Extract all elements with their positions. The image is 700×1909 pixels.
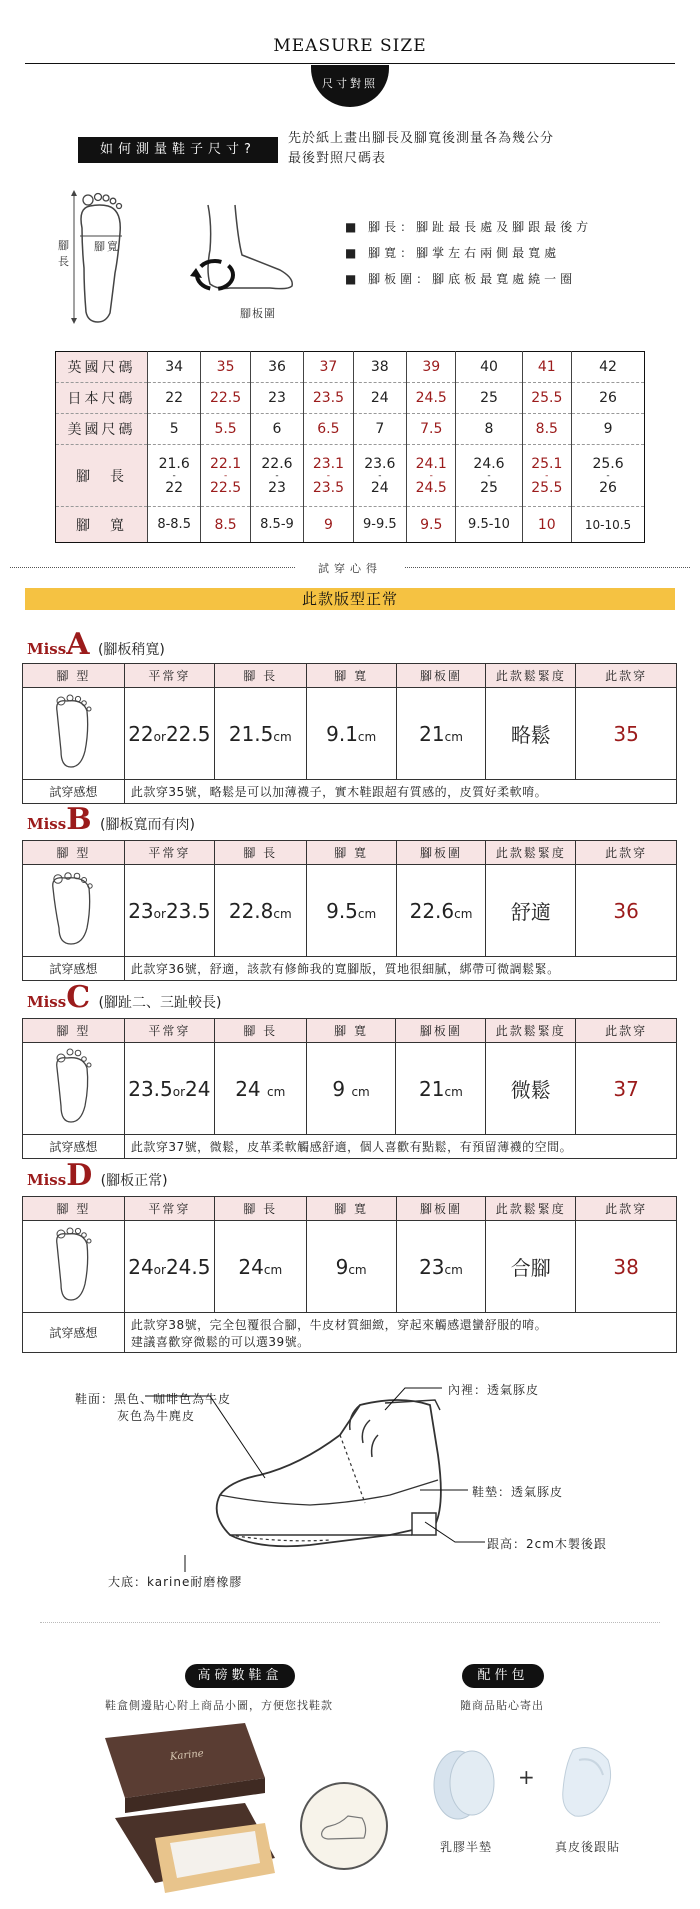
cell-bottom: 26 (599, 479, 617, 496)
kit-pill: 配件包 (462, 1664, 544, 1688)
cell-top: 22.6 (261, 455, 293, 472)
col-foot-type: 腳 型 (23, 1197, 125, 1221)
col-girth: 腳板圍 (396, 664, 486, 688)
upper-line1: 鞋面：黑色、咖啡色為牛皮 (75, 1392, 232, 1406)
unit: cm (351, 1084, 370, 1099)
cell: 22.6 - 23 (250, 445, 303, 507)
miss-data-row (23, 1221, 677, 1313)
cell: 9.5 (406, 507, 456, 543)
cell-bottom: 22 (165, 479, 184, 496)
comment-text-2: 建議喜歡穿微鬆的可以選39號。 (130, 1334, 310, 1349)
cell: 24 (353, 383, 406, 414)
cell-bottom: 23 (268, 479, 286, 496)
unit: cm (263, 1262, 283, 1277)
size-row-us (56, 414, 645, 445)
foot-sketch-icon (23, 1043, 125, 1135)
cell-top: 22.1 (209, 455, 242, 472)
col-size: 此款穿 (576, 841, 677, 865)
cell: 35 (201, 352, 251, 383)
cell: 10 (522, 507, 572, 543)
miss-comment-row (23, 1135, 677, 1159)
cell: 5 (148, 414, 201, 445)
comment-text: 此款穿36號，舒適，該款有修飾我的寬腳版，質地很細膩，綁帶可微調鬆緊。 (124, 957, 676, 981)
miss-comment-row (23, 780, 677, 804)
shoe-illustration (200, 1385, 460, 1565)
howto-line1: 先於紙上畫出腳長及腳寬後測量各為幾公分 (288, 131, 555, 146)
cell-top: 25.1 (531, 455, 563, 472)
upper-material-label (75, 1390, 231, 1424)
col-fit: 此款鬆緊度 (486, 664, 576, 688)
shoe-mini-icon (318, 1810, 370, 1842)
cell: 6.5 (304, 414, 354, 445)
cell: 9 (304, 507, 354, 543)
cell: 8.5 (522, 414, 572, 445)
box-desc: 鞋盒側邊貼心附上商品小圖，方便您找鞋款 (105, 1699, 333, 1712)
col-width: 腳 寬 (306, 664, 396, 688)
col-length: 腳 長 (214, 664, 306, 688)
unit: cm (348, 1262, 367, 1277)
cell: 39 (406, 352, 456, 383)
comment-text: 此款穿38號，完全包覆很合腳，牛皮材質細緻，穿起來觸感還蠻舒服的唷。 (130, 1317, 548, 1332)
unit: cm (454, 906, 473, 921)
cell: 23 (250, 383, 303, 414)
upper-line2: 灰色為牛麂皮 (117, 1409, 196, 1423)
comment-label: 試穿感想 (23, 780, 125, 804)
kit-desc: 隨商品貼心寄出 (460, 1699, 544, 1712)
cell: 37 (304, 352, 354, 383)
miss-d-table (22, 1196, 677, 1353)
miss-header-row (23, 1197, 677, 1221)
foot-outline-icon (60, 188, 150, 328)
heel-pad-label: 真皮後跟貼 (555, 1840, 621, 1854)
row-label: 腳 寬 (56, 507, 148, 543)
foot-sketch-icon (23, 865, 125, 957)
usual-a: 23 (128, 898, 154, 923)
plus-sign: + (518, 1765, 535, 1789)
size-value: 35 (576, 688, 677, 780)
miss-prefix: Miss (27, 1171, 67, 1189)
miss-b-table (22, 840, 677, 981)
size-row-jp (56, 383, 645, 414)
width-value: 9.5 (326, 898, 358, 923)
miss-data-row (23, 688, 677, 780)
girth-value: 21 (419, 721, 445, 746)
col-length: 腳 長 (214, 1019, 306, 1043)
cell: 24.6 - 25 (456, 445, 522, 507)
or-label: or (153, 729, 166, 744)
cell: 41 (522, 352, 572, 383)
fit-value: 合腳 (486, 1221, 576, 1313)
unit: cm (444, 1084, 463, 1099)
cell: 8 (456, 414, 522, 445)
fit-value: 略鬆 (486, 688, 576, 780)
cell: 25.6 - 26 (572, 445, 645, 507)
col-width: 腳 寬 (306, 1019, 396, 1043)
col-usual: 平常穿 (124, 664, 214, 688)
unit: cm (273, 906, 292, 921)
cell: 21.6 - 22 (148, 445, 201, 507)
size-chart-table (55, 351, 645, 543)
or-label: or (172, 1084, 186, 1099)
usual-a: 23.5 (128, 1076, 173, 1101)
fit-value: 舒適 (486, 865, 576, 957)
cell: 40 (456, 352, 522, 383)
col-fit: 此款鬆緊度 (486, 1019, 576, 1043)
comment-label: 試穿感想 (23, 1313, 125, 1353)
comment-text: 此款穿35號，略鬆是可以加薄襪子，實木鞋跟超有質感的，皮質好柔軟唷。 (124, 780, 676, 804)
cell-top: 23.6 (364, 455, 396, 472)
cell-top: 23.1 (312, 455, 344, 472)
miss-desc: (腳板正常) (100, 1173, 168, 1189)
header-divider (25, 63, 675, 64)
col-size: 此款穿 (576, 1019, 677, 1043)
girth-value: 22.6 (409, 898, 455, 923)
cell: 8.5-9 (250, 507, 303, 543)
foot-girth-label: 腳板圍 (240, 307, 276, 320)
foot-sketch-icon (23, 1221, 125, 1313)
cell-bottom: 24.5 (415, 479, 447, 496)
cell: 22.5 (201, 383, 251, 414)
comment-label: 試穿感想 (23, 957, 125, 981)
unit: cm (273, 729, 292, 744)
usual-b: 24.5 (165, 1254, 211, 1279)
cell: 6 (250, 414, 303, 445)
miss-letter: C (66, 980, 91, 1015)
cell: 7 (353, 414, 406, 445)
cell: 25 (456, 383, 522, 414)
box-pill: 高磅數鞋盒 (185, 1664, 295, 1688)
miss-desc: (腳板寬而有肉) (100, 817, 195, 833)
miss-desc: (腳趾二、三趾較長) (98, 995, 222, 1011)
cell: 22 (148, 383, 201, 414)
cell: 23.1 - 23.5 (304, 445, 354, 507)
shoebox-illustration (95, 1718, 335, 1898)
heel-pad-icon (553, 1740, 628, 1830)
col-width: 腳 寬 (306, 1197, 396, 1221)
cell: 36 (250, 352, 303, 383)
miss-b-header (27, 802, 195, 837)
size-row-uk (56, 352, 645, 383)
cell: 38 (353, 352, 406, 383)
unit: cm (357, 729, 377, 744)
girth-value: 21 (419, 1076, 445, 1101)
usual-b: 22.5 (165, 721, 211, 746)
size-value: 36 (576, 865, 677, 957)
size-value: 38 (576, 1221, 677, 1313)
cell: 22.1 - 22.5 (201, 445, 251, 507)
miss-prefix: Miss (27, 815, 67, 833)
cell: 8-8.5 (148, 507, 201, 543)
insole-label: 鞋墊：透氣豚皮 (472, 1485, 564, 1499)
miss-comment-row (23, 957, 677, 981)
foot-side-icon (170, 200, 300, 295)
miss-data-row (23, 1043, 677, 1135)
col-length: 腳 長 (214, 841, 306, 865)
cell: 10-10.5 (572, 507, 645, 543)
length-value: 24 (235, 1076, 261, 1101)
cell-top: 21.6 (158, 455, 190, 472)
size-badge: 尺寸對照 (311, 65, 389, 107)
col-length: 腳 長 (214, 1197, 306, 1221)
col-foot-type: 腳 型 (23, 841, 125, 865)
miss-letter: D (66, 1158, 93, 1193)
outsole-label: 大底：karine耐磨橡膠 (108, 1575, 243, 1589)
miss-c-table (22, 1018, 677, 1159)
miss-a-header (27, 627, 165, 662)
unit: cm (357, 906, 377, 921)
cell: 25.1 - 25.5 (522, 445, 572, 507)
unit: cm (267, 1084, 286, 1099)
cell-bottom: 25 (480, 479, 498, 496)
howto-label: 如何測量鞋子尺寸? (78, 137, 278, 163)
cell: 42 (572, 352, 645, 383)
or-label: or (153, 906, 166, 921)
col-width: 腳 寬 (306, 841, 396, 865)
cell-top: 24.1 (415, 455, 447, 472)
cell: 24.1 - 24.5 (406, 445, 456, 507)
cell: 34 (148, 352, 201, 383)
col-girth: 腳板圍 (396, 1197, 486, 1221)
length-value: 24 (238, 1254, 264, 1279)
row-label: 美國尺碼 (56, 414, 148, 445)
cell: 24.5 (406, 383, 456, 414)
miss-d-header (27, 1158, 168, 1193)
cell: 26 (572, 383, 645, 414)
cell: 7.5 (406, 414, 456, 445)
cell-top: 24.6 (473, 455, 505, 472)
foot-width-label: 腳寬 (94, 240, 120, 253)
miss-letter: B (66, 802, 92, 837)
cell-bottom: 23.5 (312, 479, 344, 496)
shoe-divider (40, 1622, 660, 1623)
foot-sketch-icon (23, 688, 125, 780)
cell: 9 (572, 414, 645, 445)
col-usual: 平常穿 (124, 1019, 214, 1043)
cell-top: 25.6 (592, 455, 624, 472)
miss-header-row (23, 841, 677, 865)
size-row-length (56, 445, 645, 507)
latex-insole-icon (428, 1745, 503, 1830)
col-usual: 平常穿 (124, 1197, 214, 1221)
col-size: 此款穿 (576, 664, 677, 688)
col-fit: 此款鬆緊度 (486, 1197, 576, 1221)
row-label: 日本尺碼 (56, 383, 148, 414)
howto-text (288, 129, 554, 169)
fit-banner: 此款版型正常 (25, 588, 675, 610)
cell-bottom: 22.5 (209, 479, 242, 496)
comment-text: 此款穿37號，微鬆，皮革柔軟觸感舒適，個人喜歡有點鬆，有預留薄襪的空間。 (124, 1135, 676, 1159)
cell: 5.5 (201, 414, 251, 445)
girth-value: 23 (419, 1254, 445, 1279)
usual-a: 22 (128, 721, 154, 746)
col-girth: 腳板圍 (396, 841, 486, 865)
col-foot-type: 腳 型 (23, 664, 125, 688)
row-label: 英國尺碼 (56, 352, 148, 383)
cell: 9-9.5 (353, 507, 406, 543)
unit: cm (444, 729, 463, 744)
col-foot-type: 腳 型 (23, 1019, 125, 1043)
miss-data-row (23, 865, 677, 957)
size-row-width (56, 507, 645, 543)
miss-header-row (23, 664, 677, 688)
cell: 9.5-10 (456, 507, 522, 543)
miss-prefix: Miss (27, 993, 67, 1011)
miss-comment-row (23, 1313, 677, 1353)
try-label: 試穿心得 (318, 562, 382, 575)
usual-b: 23.5 (165, 898, 211, 923)
bullet-width: ■ 腳寬：腳掌左右兩側最寬處 (345, 246, 561, 260)
unit: cm (444, 1262, 463, 1277)
cell: 25.5 (522, 383, 572, 414)
fit-value: 微鬆 (486, 1043, 576, 1135)
miss-desc: (腳板稍寬) (97, 642, 165, 658)
col-girth: 腳板圍 (396, 1019, 486, 1043)
bullet-girth: ■ 腳板圍：腳底板最寬處繞一圈 (345, 272, 577, 286)
latex-insole-label: 乳膠半墊 (440, 1840, 493, 1854)
lining-label: 內裡：透氣豚皮 (448, 1383, 540, 1397)
box-brand-text: Karine (169, 1748, 205, 1763)
col-fit: 此款鬆緊度 (486, 841, 576, 865)
cell: 8.5 (201, 507, 251, 543)
usual-b: 24 (185, 1076, 211, 1101)
width-value: 9.1 (326, 721, 358, 746)
cell-bottom: 24 (370, 479, 389, 496)
miss-a-table (22, 663, 677, 804)
page-title: MEASURE SIZE (273, 36, 427, 56)
cell-bottom: 25.5 (531, 479, 563, 496)
length-value: 21.5 (228, 721, 274, 746)
col-size: 此款穿 (576, 1197, 677, 1221)
cell: 23.6 - 24 (353, 445, 406, 507)
bullet-length: ■ 腳長：腳趾最長處及腳跟最後方 (345, 220, 593, 234)
miss-c-header (27, 980, 221, 1015)
miss-prefix: Miss (27, 640, 67, 658)
miss-letter: A (66, 627, 90, 662)
heel-label: 跟高：2cm木製後跟 (487, 1537, 607, 1551)
howto-line2: 最後對照尺碼表 (288, 151, 387, 166)
length-value: 22.8 (228, 898, 274, 923)
size-value: 37 (576, 1043, 677, 1135)
comment-cell (124, 1313, 676, 1353)
width-value: 9 (332, 1076, 346, 1101)
miss-header-row (23, 1019, 677, 1043)
usual-a: 24 (128, 1254, 154, 1279)
comment-label: 試穿感想 (23, 1135, 125, 1159)
foot-length-label: 腳長 (58, 239, 69, 268)
col-usual: 平常穿 (124, 841, 214, 865)
or-label: or (153, 1262, 166, 1277)
row-label: 腳 長 (56, 445, 148, 507)
width-value: 9 (335, 1254, 349, 1279)
cell: 23.5 (304, 383, 354, 414)
